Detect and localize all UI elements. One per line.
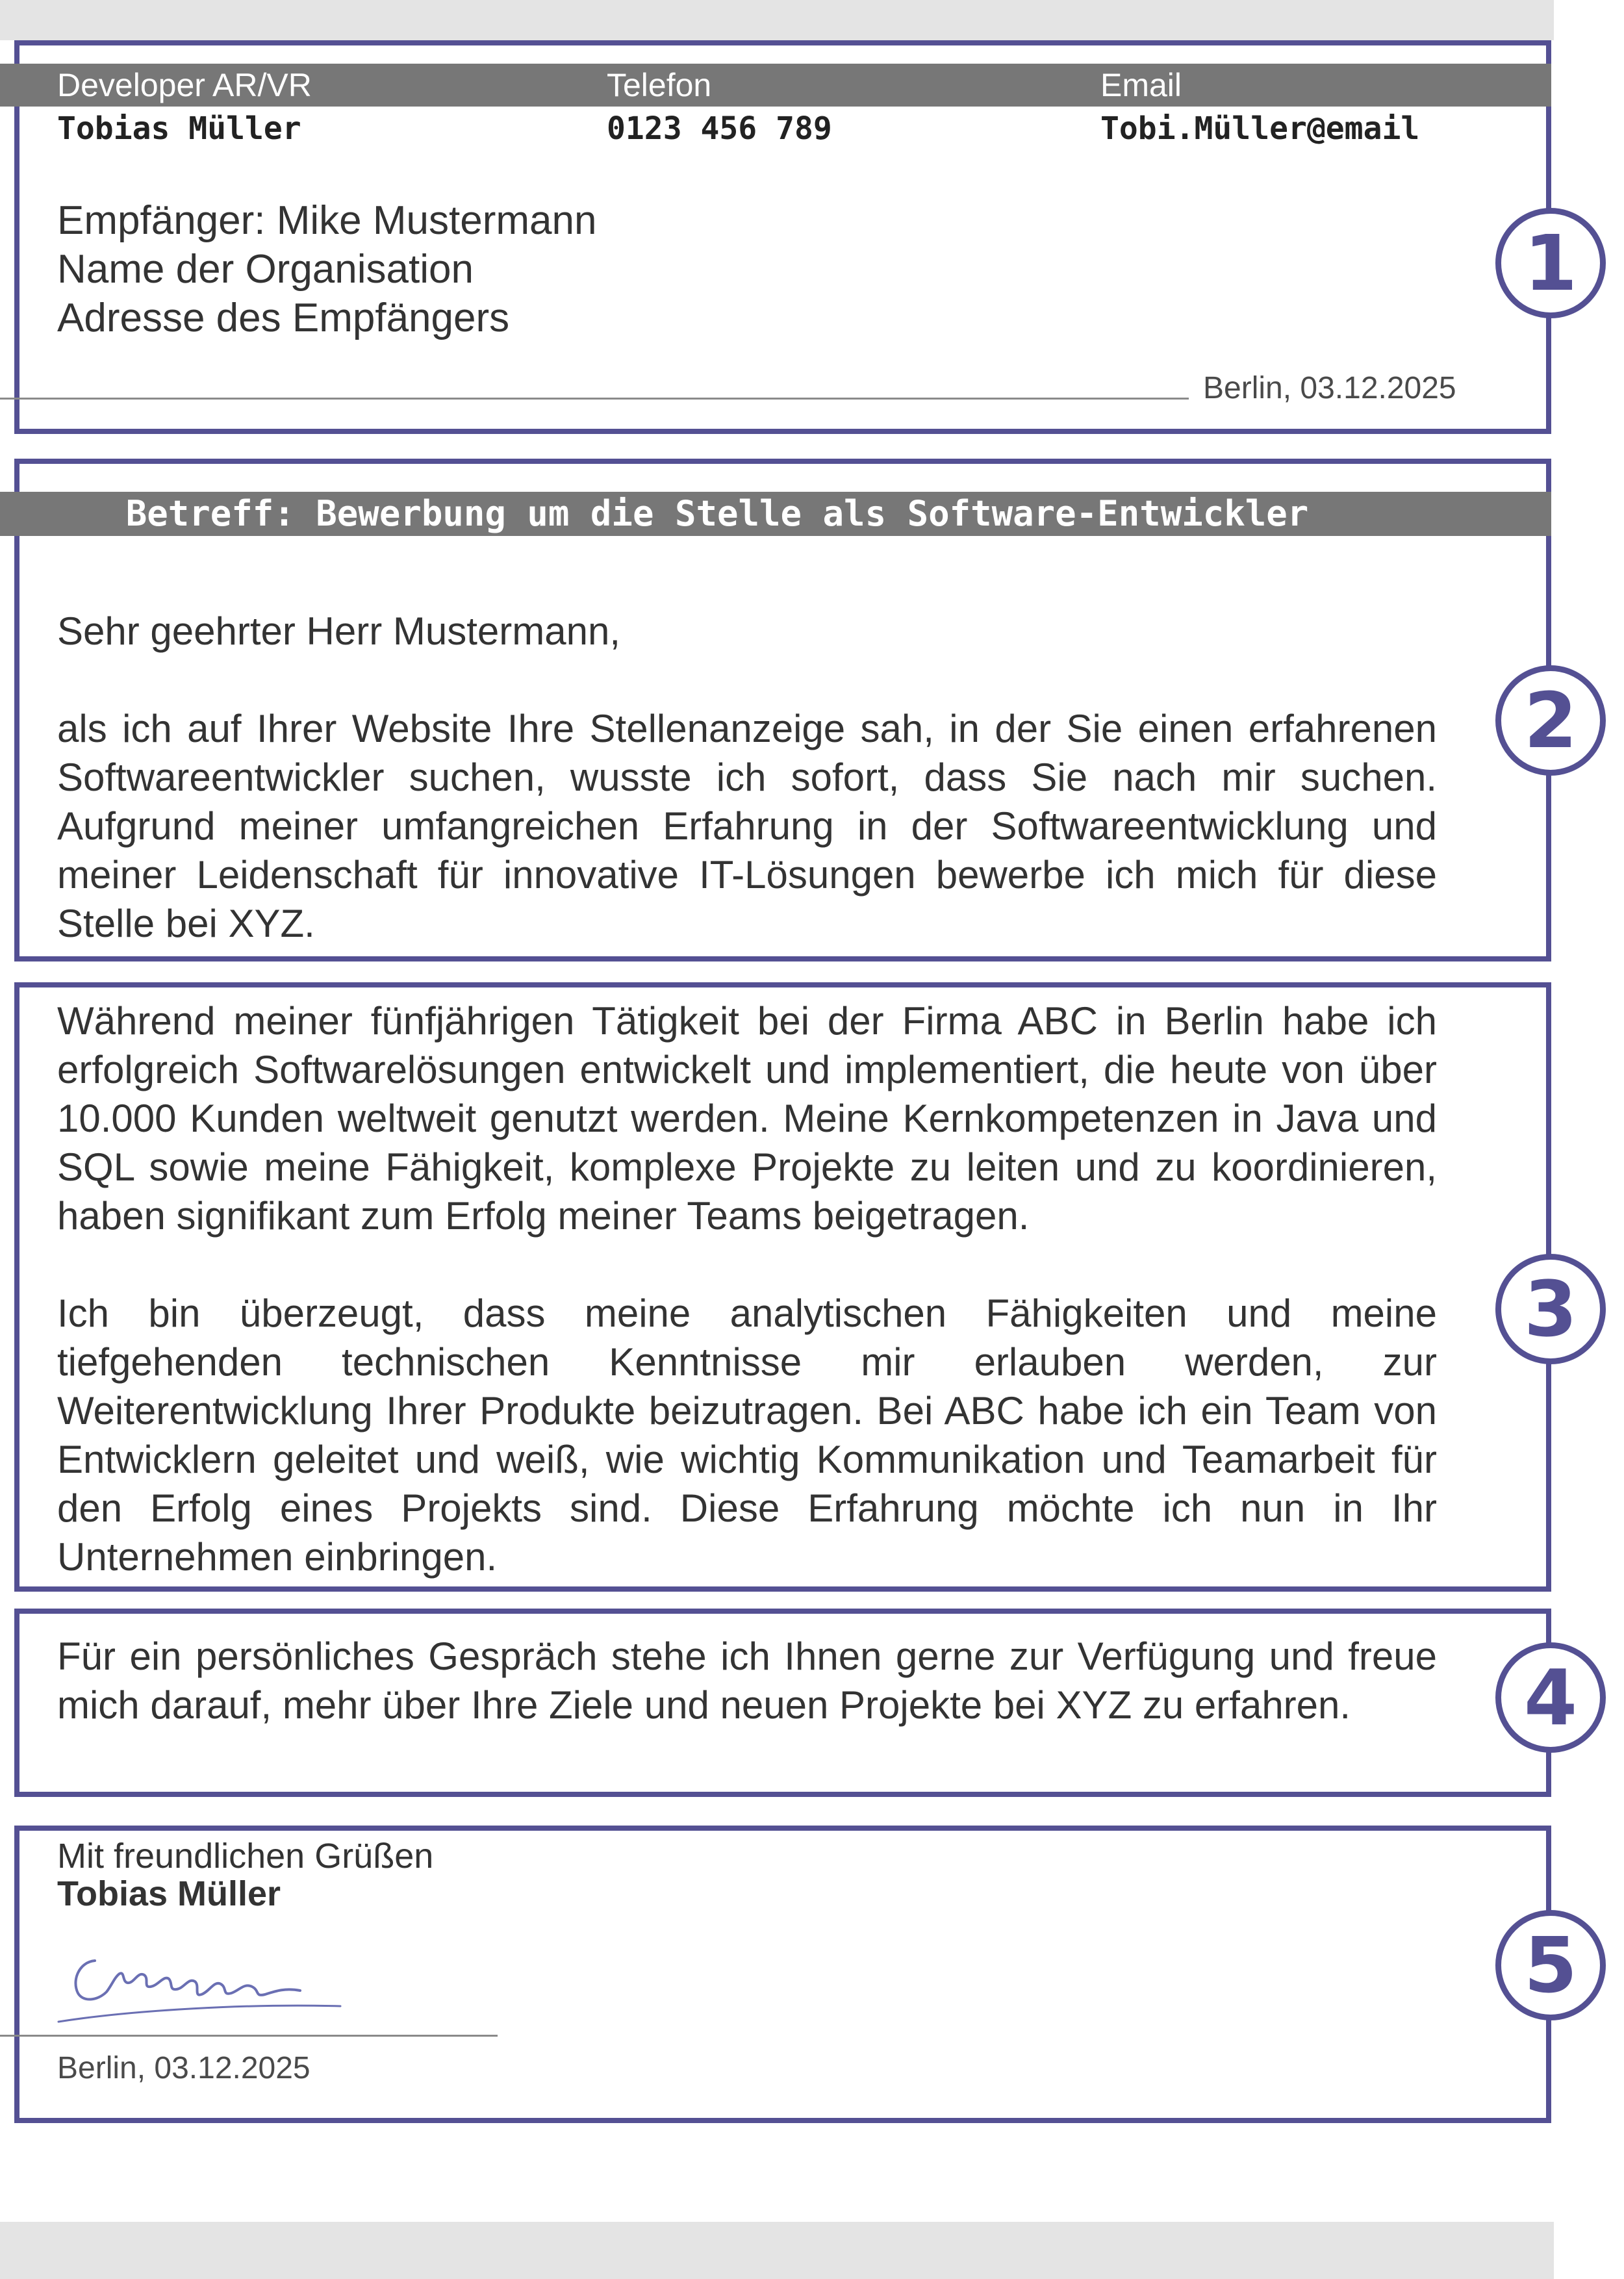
section-badge-1: 1 — [1495, 208, 1606, 318]
intro-text: als ich auf Ihrer Website Ihre Stellenanzeige sah, in der Sie einen erfahrenen Softwareentwickler suchen, wusste ich sofort, dass Sie nach mir suchen. Aufgrund meiner umfangreichen Erfahrung in der Softwareentwicklung und meiner Leidenschaft für innovative IT-Lösungen bewerbe ich mich für diese Stelle bei XYZ. — [57, 707, 1437, 945]
handwritten-signature — [55, 1942, 353, 2033]
experience-text: Während meiner fünfjährigen Tätigkeit bei der Firma ABC in Berlin habe ich erfolgreich Softwarelösungen entwickelt und implementiert, die heute von über 10.000 Kunden weltweit genutzt werden. Meine Kernkompetenzen in Java und SQL sowie meine Fähigkeit, komplexe Projekte zu leiten und zu koordinieren, haben signifikant zum Erfolg meiner Teams beigetragen. — [57, 999, 1437, 1238]
signature-rule — [0, 2035, 498, 2037]
signer-name: Tobias Müller — [57, 1874, 281, 1913]
section-badge-2: 2 — [1495, 665, 1606, 776]
date-rule — [0, 398, 1189, 400]
section-badge-4: 4 — [1495, 1642, 1606, 1753]
recipient-block — [57, 196, 596, 342]
signoff-date: Berlin, 03.12.2025 — [57, 2051, 311, 2085]
intro-paragraph — [57, 704, 1437, 948]
closing-text: Für ein persönliches Gespräch stehe ich Ihnen gerne zur Verfügung und freue mich darauf, mehr über Ihre Ziele und neuen Projekte bei XYZ zu erfahren. — [57, 1635, 1437, 1727]
closing-paragraph — [57, 1632, 1437, 1729]
top-page-band — [0, 0, 1554, 40]
email-address: Tobi.Müller@email — [1100, 110, 1420, 147]
phone-number: 0123 456 789 — [607, 110, 832, 147]
skills-paragraph — [57, 1289, 1437, 1581]
subject-line: Betreff: Bewerbung um die Stelle als Software-Entwickler — [125, 493, 1309, 534]
recipient-name: Empfänger: Mike Mustermann — [57, 198, 597, 243]
role-label: Developer AR/VR — [57, 67, 312, 103]
letter-date: Berlin, 03.12.2025 — [1203, 371, 1456, 405]
recipient-address: Adresse des Empfängers — [57, 296, 510, 340]
salutation: Sehr geehrter Herr Mustermann, — [57, 609, 621, 653]
bottom-page-band — [0, 2222, 1554, 2279]
experience-paragraph — [57, 997, 1437, 1240]
phone-label: Telefon — [607, 67, 712, 103]
section-badge-3: 3 — [1495, 1254, 1606, 1364]
email-label: Email — [1100, 67, 1182, 103]
sender-name: Tobias Müller — [57, 110, 301, 147]
closing-greeting: Mit freundlichen Grüßen — [57, 1837, 434, 1876]
skills-text: Ich bin überzeugt, dass meine analytischen Fähigkeiten und meine tiefgehenden technischen Kenntnisse mir erlauben werden, zur Weiterentwicklung Ihrer Produkte beizutragen. Bei ABC habe ich ein Team von Entwicklern geleitet und weiß, wie wichtig Kommunikation und Teamarbeit für den Erfolg eines Projekts sind. Diese Erfahrung möchte ich nun in Ihr Unternehmen einbringen. — [57, 1292, 1437, 1579]
recipient-organisation: Name der Organisation — [57, 247, 474, 292]
section-badge-5: 5 — [1495, 1910, 1606, 2020]
